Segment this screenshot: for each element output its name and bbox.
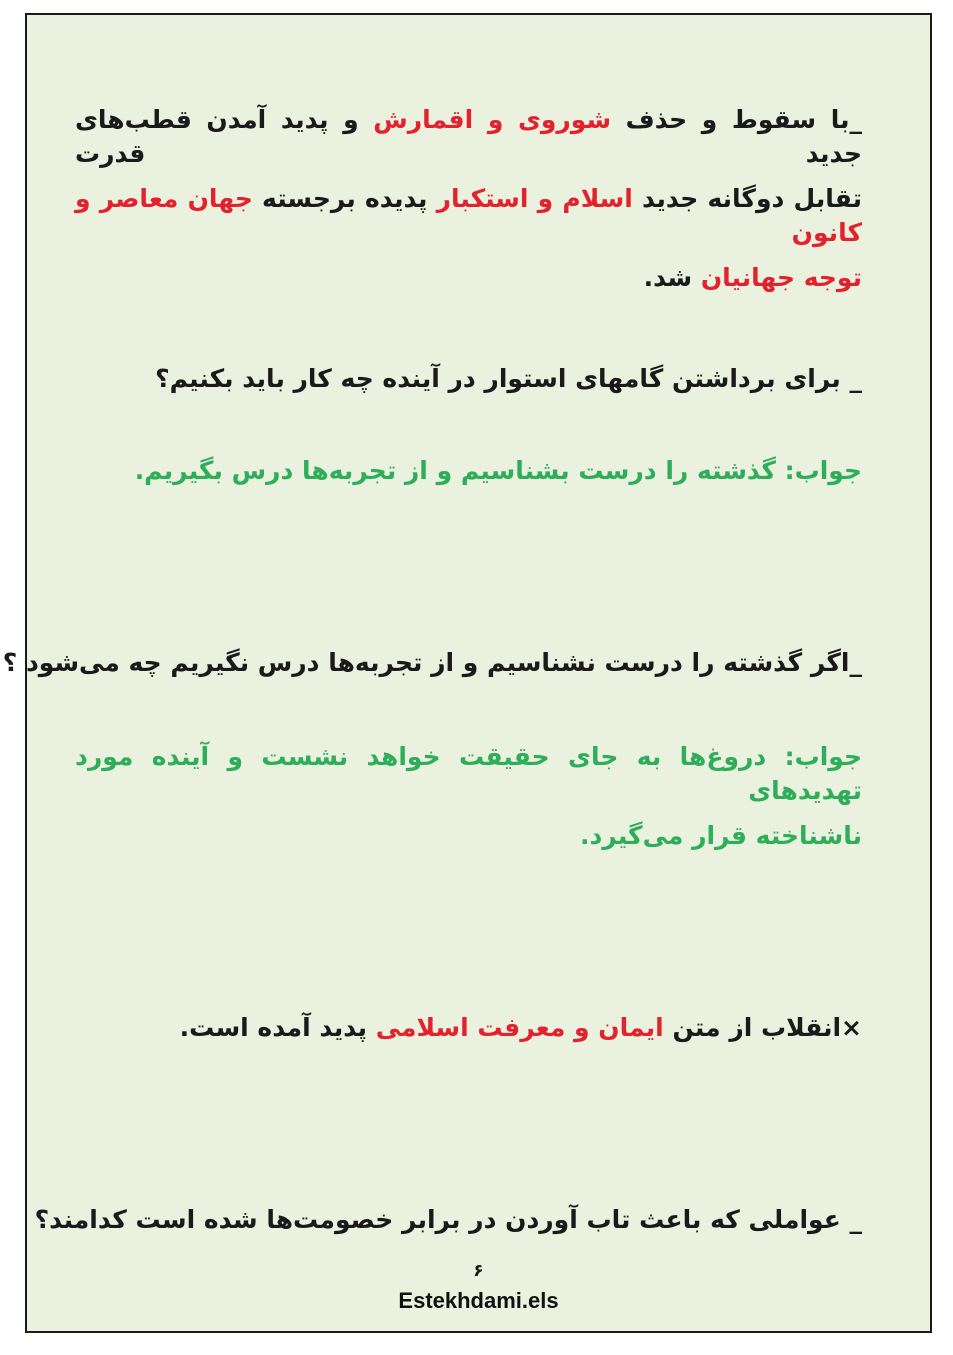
document-page xyxy=(2,13,932,1333)
text-segment: پدیده برجسته xyxy=(252,184,437,213)
highlight-red: اسلام و استکبار xyxy=(436,184,633,213)
highlight-red: جهان معاصر و کانون xyxy=(75,184,862,247)
highlight-red: شوروی و اقمارش xyxy=(373,105,612,134)
highlight-red: ایمان و معرفت اسلامی xyxy=(375,1013,664,1042)
answer-2-line-1: جواب: دروغ‌ها به جای حقیقت خواهد نشست و آینده مورد تهدیدهای xyxy=(75,742,862,805)
answer-1: جواب: گذشته را درست بشناسیم و از تجربه‌ها درس بگیریم. xyxy=(134,456,862,485)
page-number: ۶ xyxy=(473,1261,484,1281)
paragraph-1-line-3 xyxy=(644,261,862,295)
text-segment: _با سقوط و حذف xyxy=(611,105,863,134)
question-1: _ برای برداشتن گامهای استوار در آینده چه کار باید بکنیم؟ xyxy=(155,364,862,393)
paragraph-1-line-2 xyxy=(75,182,862,250)
text-segment: پدید آمده است. xyxy=(179,1013,376,1042)
statement xyxy=(180,1011,862,1045)
text-segment: تقابل دوگانه جدید xyxy=(632,184,862,213)
question-2: _اگر گذشته را درست نشناسیم و از تجربه‌ها درس نگیریم چه می‌شود ؟ xyxy=(2,648,862,677)
text-segment: ×انقلاب از متن xyxy=(663,1013,862,1042)
question-3: _ عواملی که باعث تاب آوردن در برابر خصومت‌ها شده است کدامند؟ xyxy=(34,1205,862,1234)
highlight-red: توجه جهانیان xyxy=(700,263,862,292)
text-segment: شد. xyxy=(643,263,701,292)
answer-2-line-2: ناشناخته قرار می‌گیرد. xyxy=(579,821,862,850)
site-name: Estekhdami.els xyxy=(398,1288,559,1313)
paragraph-1-line-1 xyxy=(75,103,862,171)
text-segment: و پدید آمدن قطب‌های جدید قدرت xyxy=(75,105,862,168)
